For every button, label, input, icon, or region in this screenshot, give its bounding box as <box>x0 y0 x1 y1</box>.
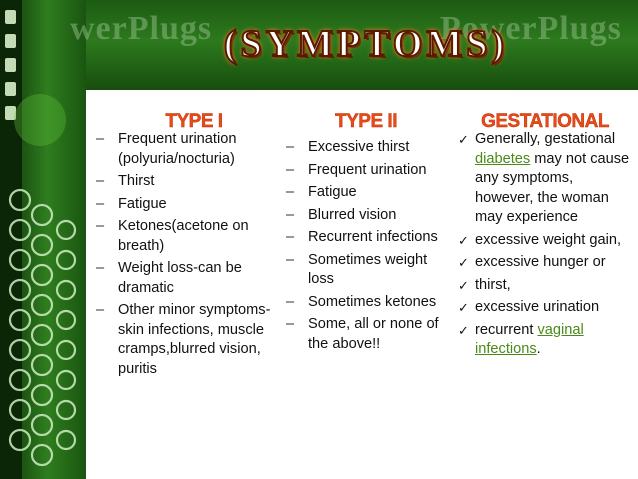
dash-bullet: – <box>286 184 295 200</box>
ring-icon <box>57 341 75 359</box>
filmstrip-decoration <box>0 0 86 479</box>
dash-bullet: – <box>96 195 105 212</box>
dash-bullet: – <box>286 206 295 223</box>
list-item: – Weight loss-can be dramatic <box>96 260 242 296</box>
symptom-list <box>456 130 634 360</box>
dash-bullet: – <box>96 302 105 318</box>
ring-icon <box>32 415 52 435</box>
list-item: – Recurrent infections <box>286 228 446 248</box>
checkmark-icon: ✓ <box>458 232 469 248</box>
checkmark-icon: ✓ <box>458 255 469 270</box>
film-hole <box>5 34 16 48</box>
list-item: – Sometimes weight loss <box>286 251 428 287</box>
symptom-list <box>96 130 274 379</box>
list-item: – Thirst <box>96 172 274 192</box>
ring-icon <box>57 371 75 389</box>
dash-bullet: – <box>286 251 295 268</box>
checkmark-icon: ✓ <box>458 300 469 315</box>
dash-bullet: – <box>286 293 295 310</box>
checkmark-icon: ✓ <box>458 322 469 338</box>
film-hole <box>5 10 16 24</box>
list-item: ✓ recurrent vaginal infections. <box>458 321 584 357</box>
list-item: ✓ excessive urination <box>456 298 634 318</box>
list-item: ✓ thirst, <box>456 276 634 296</box>
ring-icon <box>32 355 52 375</box>
list-item: – Excessive thirst <box>286 138 446 158</box>
list-item: – Ketones(acetone on breath) <box>96 218 249 254</box>
film-hole <box>5 82 16 96</box>
list-item: ✓ excessive weight gain, <box>456 231 634 251</box>
list-item: – Some, all or none of the above!! <box>286 316 439 352</box>
list-item: ✓ Generally, gestational diabetes may not cause any symptoms, however, the woman may experience <box>458 131 630 225</box>
film-hole <box>5 58 16 72</box>
ring-icon <box>32 265 52 285</box>
slide-title: (SYMPTOMS) <box>223 23 509 65</box>
dash-bullet: – <box>286 139 295 155</box>
symptom-list <box>286 130 446 354</box>
dash-bullet: – <box>96 260 105 276</box>
dash-bullet: – <box>286 229 295 245</box>
dash-bullet: – <box>286 161 295 178</box>
column-heading: TYPE I <box>165 111 223 132</box>
ring-icon <box>57 401 75 419</box>
vaginal-infections-link[interactable]: vaginal infections <box>475 321 584 357</box>
column-heading: TYPE II <box>335 111 397 132</box>
checkmark-icon: ✓ <box>458 132 469 147</box>
ring-icon <box>32 295 52 315</box>
ring-icon <box>32 205 52 225</box>
column-gestational <box>456 100 634 363</box>
ring-icon <box>32 445 52 465</box>
column-type-2 <box>286 100 446 357</box>
list-item: – Frequent urination <box>286 161 446 181</box>
content-panel <box>86 90 638 479</box>
dash-bullet: – <box>286 316 295 332</box>
list-item: ✓ excessive hunger or <box>456 253 634 273</box>
dash-bullet: – <box>96 218 105 234</box>
list-item: – Blurred vision <box>286 206 446 226</box>
ring-icon <box>32 325 52 345</box>
list-item: – Frequent urination (polyuria/nocturia) <box>96 131 237 167</box>
column-heading: GESTATIONAL <box>481 111 609 132</box>
ring-icon <box>57 281 75 299</box>
watermark-right: PowerPlugs <box>440 10 622 47</box>
checkmark-icon: ✓ <box>458 277 469 293</box>
dash-bullet: – <box>96 131 105 147</box>
column-type-1 <box>96 100 274 382</box>
watermark-left: werPlugs <box>70 10 213 47</box>
dash-bullet: – <box>96 173 105 189</box>
list-item: – Fatigue <box>96 195 274 215</box>
ring-icon <box>32 235 52 255</box>
ring-icon <box>57 251 75 269</box>
diabetes-link[interactable]: diabetes <box>475 150 531 167</box>
ring-icon <box>32 385 52 405</box>
ring-icon <box>57 311 75 329</box>
list-item: – Other minor symptoms-skin infections, muscle cramps,blurred vision, puritis <box>96 302 271 377</box>
ring-icon <box>57 221 75 239</box>
ring-icon <box>57 431 75 449</box>
list-item: – Fatigue <box>286 183 446 203</box>
list-item: – Sometimes ketones <box>286 293 446 313</box>
